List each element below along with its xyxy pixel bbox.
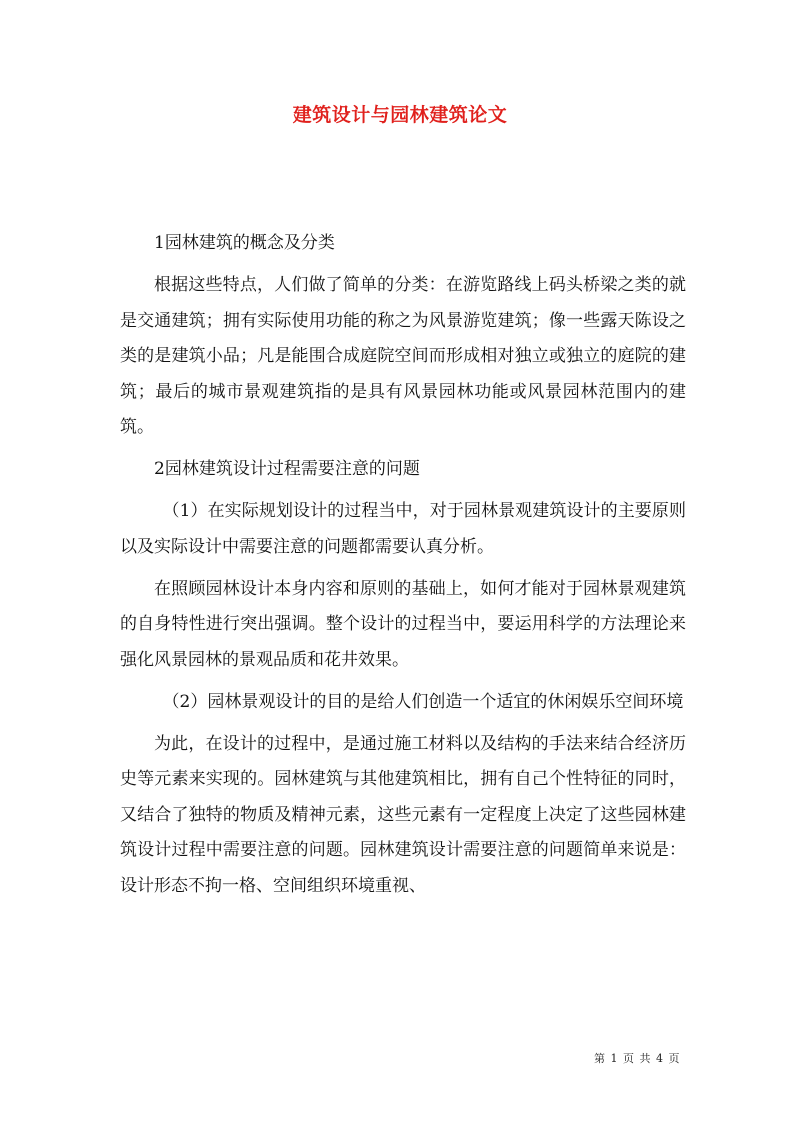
document-title: 建筑设计与园林建筑论文 — [292, 104, 508, 126]
section-heading-1: 1园林建筑的概念及分类 — [154, 233, 335, 253]
document-body — [120, 226, 686, 911]
paragraph-point-1: （1）在实际规划设计的过程当中，对于园林景观建筑设计的主要原则以及实际设计中需要注意的问题都需要认真分析。 — [120, 501, 686, 557]
page-number-footer: 第 1 页 共 4 页 — [594, 1052, 681, 1065]
paragraph-design-process: 为此，在设计的过程中，是通过施工材料以及结构的手法来结合经济历史等元素来实现的。园林建筑与其他建筑相比，拥有自己个性特征的同时，又结合了独特的物质及精神元素，这些元素有一定程度上决定了这些园林建筑设计过程中需要注意的问题。园林建筑设计需要注意的问题简单来说是：设计形态不拘一格、空间组织环境重视、 — [120, 733, 686, 896]
paragraph-point-2: （2）园林景观设计的目的是给人们创造一个适宜的休闲娱乐空间环境 — [162, 691, 684, 712]
section-heading-2: 2园林建筑设计过程需要注意的问题 — [154, 459, 420, 479]
paragraph-classification: 根据这些特点，人们做了简单的分类：在游览路线上码头桥梁之类的就是交通建筑；拥有实际使用功能的称之为风景游览建筑；像一些露天陈设之类的是建筑小品；凡是能围合成庭院空间而形成相对独立或独立的庭院的建筑；最后的城市景观建筑指的是具有风景园林功能或风景园林范围内的建筑。 — [120, 275, 686, 437]
paragraph-design-principles: 在照顾园林设计本身内容和原则的基础上，如何才能对于园林景观建筑的自身特性进行突出强调。整个设计的过程当中，要运用科学的方法理论来强化风景园林的景观品质和花井效果。 — [120, 578, 686, 670]
